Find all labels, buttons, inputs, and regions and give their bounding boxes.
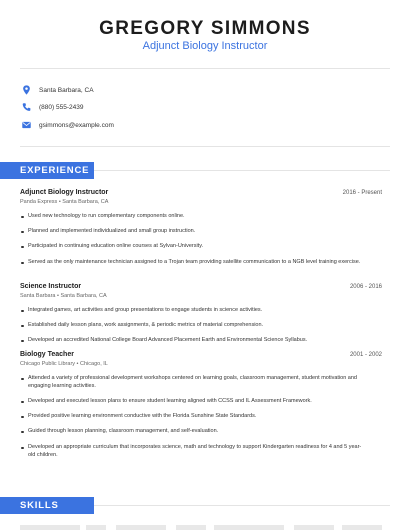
list-item bbox=[20, 413, 365, 421]
bullet-text: Integrated games, art activities and group presentations to engage students in science activities. bbox=[28, 307, 263, 313]
list-item bbox=[20, 259, 365, 267]
bullet-dot bbox=[21, 416, 24, 419]
contact-location bbox=[22, 84, 94, 96]
list-item bbox=[20, 213, 365, 221]
job-2-dates: 2006 - 2016 bbox=[349, 284, 382, 290]
list-item bbox=[20, 322, 365, 330]
job-1-employer: Panda Express • Santa Barbara, CA bbox=[20, 199, 109, 205]
job-1-title: Adjunct Biology Instructor bbox=[20, 189, 109, 196]
job-3-dates: 2001 - 2002 bbox=[349, 352, 382, 358]
bullet-text: Planned and implemented individualized and small group instruction. bbox=[28, 228, 196, 234]
job-2-title: Science Instructor bbox=[20, 283, 82, 290]
bullet-dot bbox=[21, 378, 24, 381]
bullet-dot bbox=[21, 431, 24, 434]
bullet-dot bbox=[21, 401, 24, 404]
bullet-dot bbox=[21, 216, 24, 219]
contact-email-text[interactable]: gsimmons@example.com bbox=[39, 121, 114, 129]
skill-chip bbox=[116, 525, 166, 530]
contact-phone bbox=[22, 101, 83, 113]
email-icon bbox=[22, 120, 31, 130]
bullet-text: Guided through lesson planning, classroom management, and self-evaluation. bbox=[28, 428, 219, 434]
candidate-name: GREGORY SIMMONS bbox=[99, 18, 311, 39]
list-item bbox=[20, 337, 365, 345]
list-item bbox=[20, 444, 365, 459]
job-2-employer: Santa Barbara • Santa Barbara, CA bbox=[20, 293, 107, 299]
bullet-text: Developed an accredited National College Board Advanced Placement Earth and Environmental Science Syllabus. bbox=[28, 337, 308, 343]
job-title-header: Adjunct Biology Instructor bbox=[142, 40, 268, 52]
experience-heading: EXPERIENCE bbox=[0, 162, 94, 179]
skill-chip bbox=[294, 525, 334, 530]
list-item bbox=[20, 243, 365, 251]
location-pin-icon bbox=[22, 85, 31, 95]
divider bbox=[20, 146, 390, 147]
bullet-text: Attended a variety of professional development workshops centered on learning goals, classroom management, student motivation and engaging learning activities. bbox=[28, 375, 357, 389]
list-item bbox=[20, 228, 365, 236]
skill-chip bbox=[176, 525, 206, 530]
bullet-text: Provided positive learning environment conductive with the Florida Sunshine State Standards. bbox=[28, 413, 257, 419]
bullet-text: Established daily lesson plans, work assignments, & periodic metrics of material comprehension. bbox=[28, 322, 264, 328]
bullet-dot bbox=[21, 325, 24, 328]
list-item bbox=[20, 398, 365, 406]
contact-phone-text: (880) 555-2439 bbox=[39, 103, 84, 111]
job-3-title: Biology Teacher bbox=[20, 351, 74, 358]
bullet-dot bbox=[21, 246, 24, 249]
bullet-text: Developed an appropriate curriculum that incorporates science, math and technology to support Kindergarten readiness for 4 and 5 year-old children. bbox=[28, 444, 362, 458]
divider bbox=[20, 68, 390, 69]
job-1-dates: 2016 - Present bbox=[342, 190, 382, 196]
skill-chip bbox=[20, 525, 80, 530]
bullet-text: Participated in continuing education online courses at Sylvan-University. bbox=[28, 243, 204, 249]
section-divider bbox=[94, 170, 390, 171]
bullet-text: Used new technology to run complementary components online. bbox=[28, 213, 185, 219]
bullet-dot bbox=[21, 310, 24, 313]
skill-chip bbox=[214, 525, 284, 530]
bullet-text: Served as the only maintenance technician assigned to a Trojan team providing satellite communication to a NGB level training exercise. bbox=[28, 259, 361, 265]
section-divider bbox=[94, 505, 390, 506]
bullet-dot bbox=[21, 262, 24, 265]
contact-email[interactable] bbox=[22, 119, 114, 131]
phone-icon bbox=[22, 102, 31, 112]
contact-location-text: Santa Barbara, CA bbox=[39, 86, 94, 94]
job-3-employer: Chicago Public Library • Chicago, IL bbox=[20, 361, 108, 367]
list-item bbox=[20, 428, 365, 436]
skill-chip bbox=[86, 525, 106, 530]
bullet-dot bbox=[21, 231, 24, 234]
bullet-text: Developed and executed lesson plans to ensure student learning aligned with CCSS and IL Assessment Framework. bbox=[28, 398, 312, 404]
bullet-dot bbox=[21, 340, 24, 343]
list-item bbox=[20, 307, 365, 315]
skill-chip bbox=[342, 525, 382, 530]
bullet-dot bbox=[21, 447, 24, 450]
skills-heading: SKILLS bbox=[0, 497, 94, 514]
list-item bbox=[20, 375, 365, 390]
